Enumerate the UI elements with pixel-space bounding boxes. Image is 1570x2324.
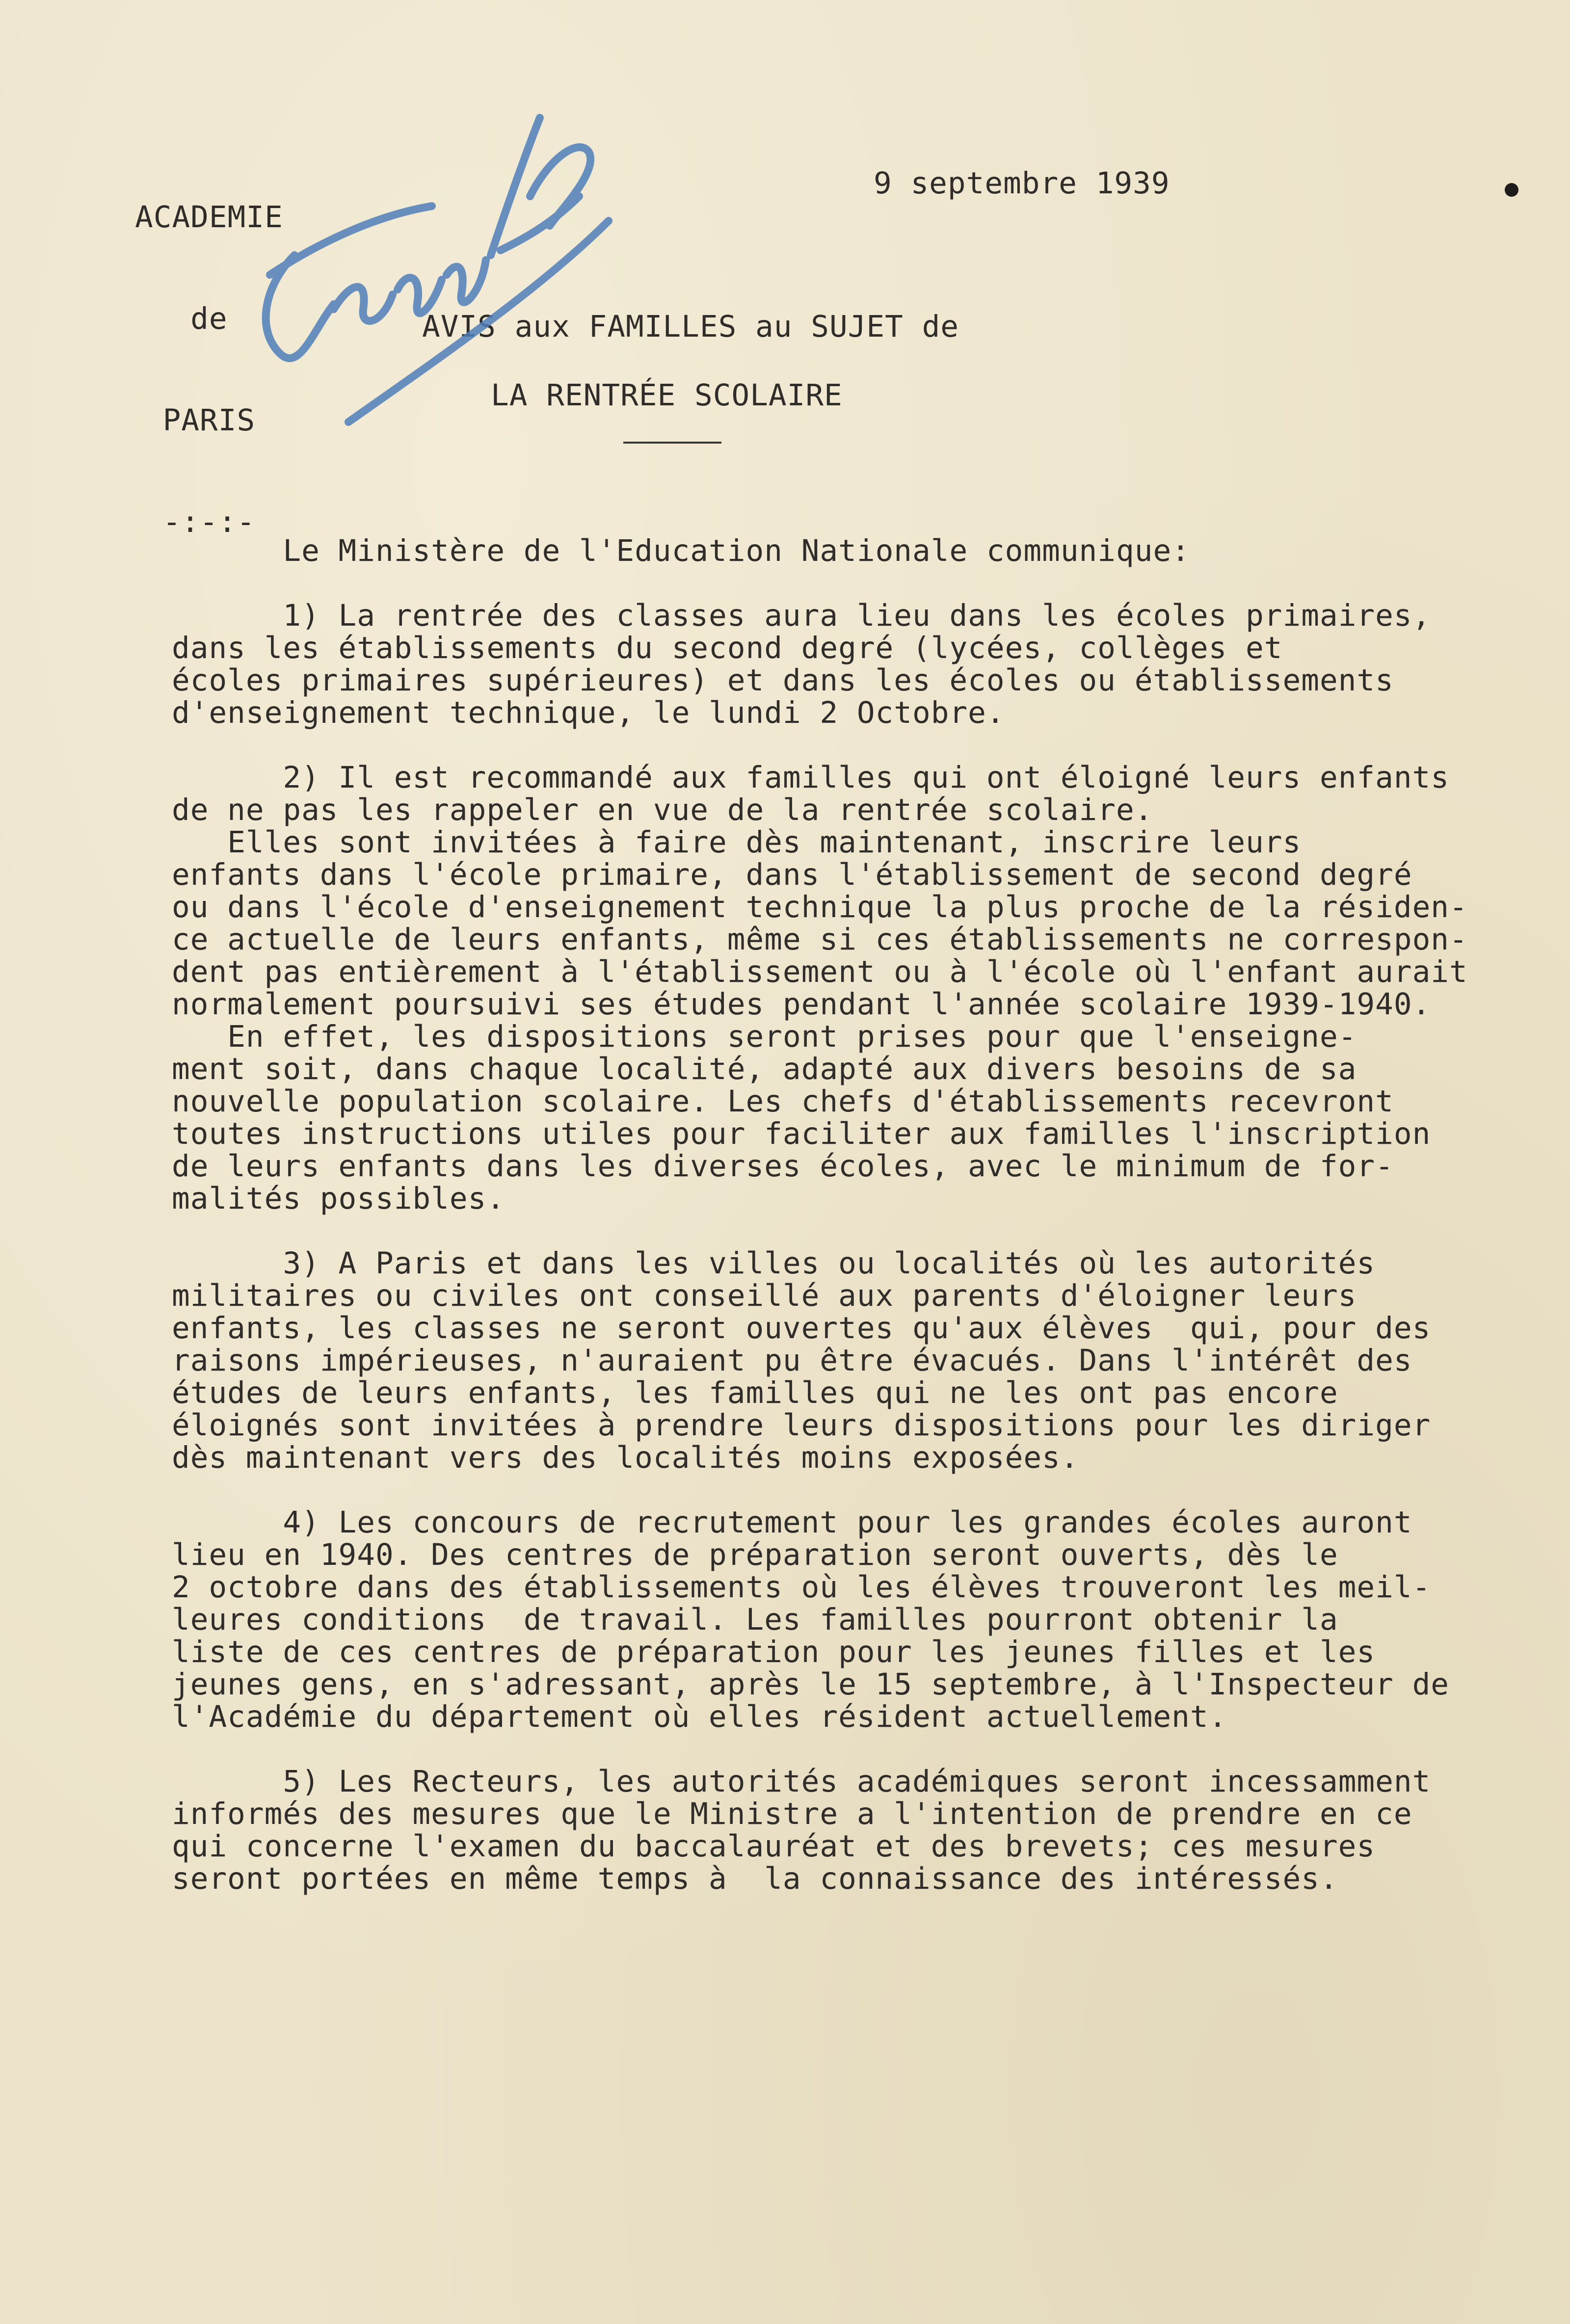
intro-paragraph: Le Ministère de l'Education Nationale communique: [172,533,1190,568]
paragraph-3: 3) A Paris et dans les villes ou localités où les autorités militaires ou civiles ont conseillé aux parents d'éloigner leurs enfants, les classes ne seront ouvertes qu'aux élèves qui, pour des raisons impérieuses, n'auraient pu être évacués. Dans l'intérêt des études de leurs enfants, les familles qui ne les ont pas encore éloignés sont invitées à prendre leurs dispositions pour les diriger dès maintenant vers des localités moins exposées. [172,1246,1431,1475]
paragraph-2b: Elles sont invitées à faire dès maintenant, inscrire leurs enfants dans l'école primaire, dans l'établissement de second degré ou dans l'école d'enseignement technique la plus proche de la résiden- ce actuelle de leurs enfants, même si ces établissements ne correspon- dent pas entièrement à l'établissement ou à l'école où l'enfant aurait normalement poursuivi ses études pendant l'année scolaire 1939-1940. [172,825,1468,1022]
document-date: 9 septembre 1939 [874,166,1170,201]
paragraph-1: 1) La rentrée des classes aura lieu dans les écoles primaires, dans les établissements du second degré (lycées, collèges et écoles primaires supérieures) et dans les écoles ou établissements d'enseignement technique, le lundi 2 Octobre. [172,598,1431,730]
paragraph-4: 4) Les concours de recrutement pour les grandes écoles auront lieu en 1940. Des centres de préparation seront ouverts, dès le 2 octobre dans des établissements où les élèves trouveront les meil- leures conditions de travail. Les familles pourront obtenir la liste de ces centres de préparation pour les jeunes filles et les jeunes gens, en s'adressant, après le 15 septembre, à l'Inspecteur de l'Académie du département où elles résident actuellement. [172,1505,1450,1734]
institution-line-2: de [190,301,228,336]
paragraph-5: 5) Les Recteurs, les autorités académiques seront incessamment informés des mesures que le Ministre a l'intention de prendre en ce qui concerne l'examen du baccalauréat et des brevets; ces mesures seront portées en même temps à la connaissance des intéressés. [172,1764,1431,1896]
document-body [172,535,1536,1928]
institution-line-1: ACADEMIE [135,200,283,235]
paragraph-2a: 2) Il est recommandé aux familles qui ont éloigné leurs enfants de ne pas les rappeler en vue de la rentrée scolaire. [172,760,1450,827]
document-title-line-2: LA RENTRÉE SCOLAIRE [491,378,843,413]
title-rule [623,442,721,444]
document-title-line-1: AVIS aux FAMILLES au SUJET de [422,309,959,344]
ink-dot [1505,183,1518,197]
paragraph-2c: En effet, les dispositions seront prises pour que l'enseigne- ment soit, dans chaque localité, adapté aux divers besoins de sa nouvelle population scolaire. Les chefs d'établissements recevront toutes instructions utiles pour faciliter aux familles l'inscription de leurs enfants dans les diverses écoles, avec le minimum de for- malités possibles. [172,1019,1431,1216]
institution-line-3: PARIS [162,403,256,438]
institution-line-4: -:-:- [162,504,256,539]
handwritten-annotation [236,98,638,432]
